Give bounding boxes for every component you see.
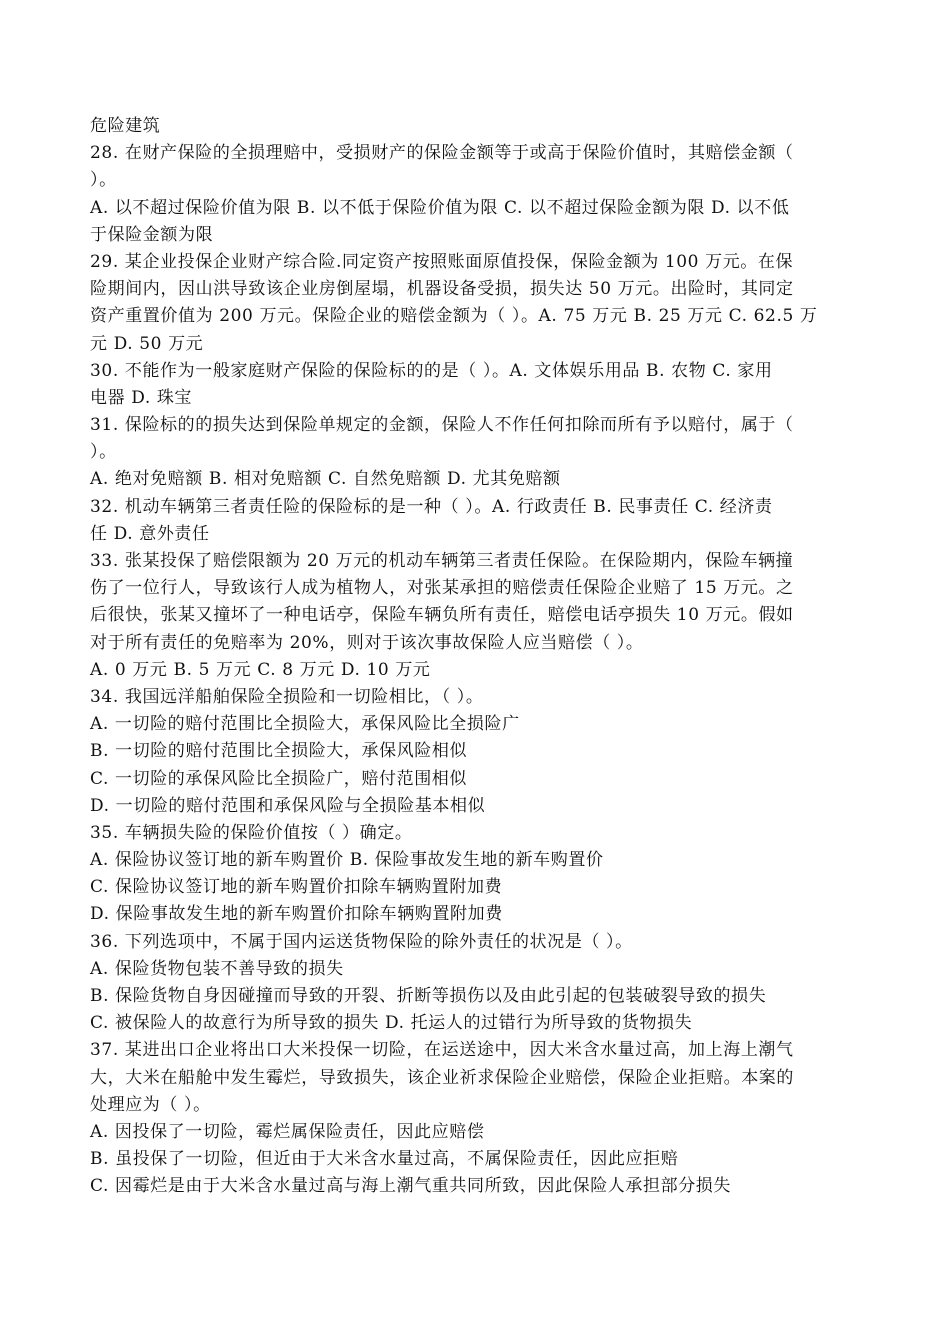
question-34-option-c: C. 一切险的承保风险比全损险广，赔付范围相似 [90, 768, 468, 789]
question-34-option-d: D. 一切险的赔付范围和承保风险与全损险基本相似 [90, 795, 486, 816]
question-36-option-b: B. 保险货物自身因碰撞而导致的开裂、折断等损伤以及由此引起的包装破裂导致的损失 [90, 986, 767, 1006]
question-35-option-c: C. 保险协议签订地的新车购置价扣除车辆购置附加费 [90, 877, 503, 898]
text-line: 对于所有责任的免赔率为 20%，则对于该次事故保险人应当赔偿（ ）。 [90, 632, 644, 653]
question-34-option-a: A. 一切险的赔付范围比全损险大，承保风险比全损险广 [90, 714, 520, 735]
text-line: 元 D. 50 万元 [90, 333, 204, 354]
text-line: 任 D. 意外责任 [90, 523, 210, 544]
question-33-stem: 33. 张某投保了赔偿限额为 20 万元的机动车辆第三者责任保险。在保险期内，保险车辆撞 [90, 551, 794, 571]
question-28-stem: 28. 在财产保险的全损理赔中，受损财产的保险金额等于或高于保险价值时，其赔偿金额（ [90, 143, 794, 164]
text-line: 后很快，张某又撞坏了一种电话亭，保险车辆负所有责任，赔偿电话亭损失 10 万元。假如 [90, 605, 794, 626]
question-34-stem: 34. 我国远洋船舶保险全损险和一切险相比，（ ）。 [90, 686, 484, 707]
document-body [90, 113, 865, 1201]
question-36-option-a: A. 保险货物包装不善导致的损失 [90, 958, 344, 979]
text-line: 电器 D. 珠宝 [90, 387, 193, 408]
text-line: ）。 [90, 170, 117, 191]
question-35-options-ab: A. 保险协议签订地的新车购置价 B. 保险事故发生地的新车购置价 [90, 850, 604, 871]
question-37-option-b: B. 虽投保了一切险，但近由于大米含水量过高，不属保险责任，因此应拒赔 [90, 1149, 679, 1170]
question-37-option-a: A. 因投保了一切险，霉烂属保险责任，因此应赔偿 [90, 1121, 485, 1142]
text-line: 资产重置价值为 200 万元。保险企业的赔偿金额为（ ）。A. 75 万元 B. 25 万元 C. 62.5 万 [90, 306, 818, 327]
text-line: ）。 [90, 442, 117, 463]
text-line: 危险建筑 [90, 116, 161, 136]
question-34-option-b: B. 一切险的赔付范围比全损险大，承保风险相似 [90, 741, 468, 762]
question-36-stem: 36. 下列选项中，不属于国内运送货物保险的除外责任的状况是（ ）。 [90, 931, 633, 952]
text-line: 大，大米在船舱中发生霉烂，导致损失，该企业祈求保险企业赔偿，保险企业拒赔。本案的 [90, 1067, 794, 1088]
question-32-stem: 32. 机动车辆第三者责任险的保险标的是一种（ ）。A. 行政责任 B. 民事责任 C. 经济责 [90, 496, 773, 517]
question-35-option-d: D. 保险事故发生地的新车购置价扣除车辆购置附加费 [90, 904, 503, 925]
question-33-options: A. 0 万元 B. 5 万元 C. 8 万元 D. 10 万元 [90, 659, 431, 680]
question-30-stem: 30. 不能作为一般家庭财产保险的保险标的的是（ ）。A. 文体娱乐用品 B. 农物 C. 家用 [90, 360, 773, 381]
question-37-stem: 37. 某进出口企业将出口大米投保一切险，在运送途中，因大米含水量过高，加上海上潮气 [90, 1040, 794, 1061]
question-29-stem: 29. 某企业投保企业财产综合险.同定资产按照账面原值投保，保险金额为 100 万元。在保 [90, 251, 794, 272]
text-line: 处理应为（ ）。 [90, 1094, 211, 1115]
question-31-stem: 31. 保险标的的损失达到保险单规定的金额，保险人不作任何扣除而所有予以赔付，属于（ [90, 415, 794, 436]
text-line: 于保险金额为限 [90, 224, 214, 245]
question-36-options-cd: C. 被保险人的故意行为所导致的损失 D. 托运人的过错行为所导致的货物损失 [90, 1013, 693, 1034]
question-28-options: A. 以不超过保险价值为限 B. 以不低于保险价值为限 C. 以不超过保险金额为限 D. 以不低 [90, 197, 790, 218]
question-37-option-c: C. 因霉烂是由于大米含水量过高与海上潮气重共同所致，因此保险人承担部分损失 [90, 1176, 732, 1197]
text-line: 险期间内，因山洪导致该企业房倒屋塌，机器设备受损，损失达 50 万元。出险时，其同定 [90, 279, 794, 300]
text-line: 伤了一位行人，导致该行人成为植物人，对张某承担的赔偿责任保险企业赔了 15 万元。之 [90, 578, 794, 599]
question-35-stem: 35. 车辆损失险的保险价值按（ ）确定。 [90, 822, 413, 843]
question-31-options: A. 绝对免赔额 B. 相对免赔额 C. 自然免赔额 D. 尤其免赔额 [90, 469, 561, 490]
